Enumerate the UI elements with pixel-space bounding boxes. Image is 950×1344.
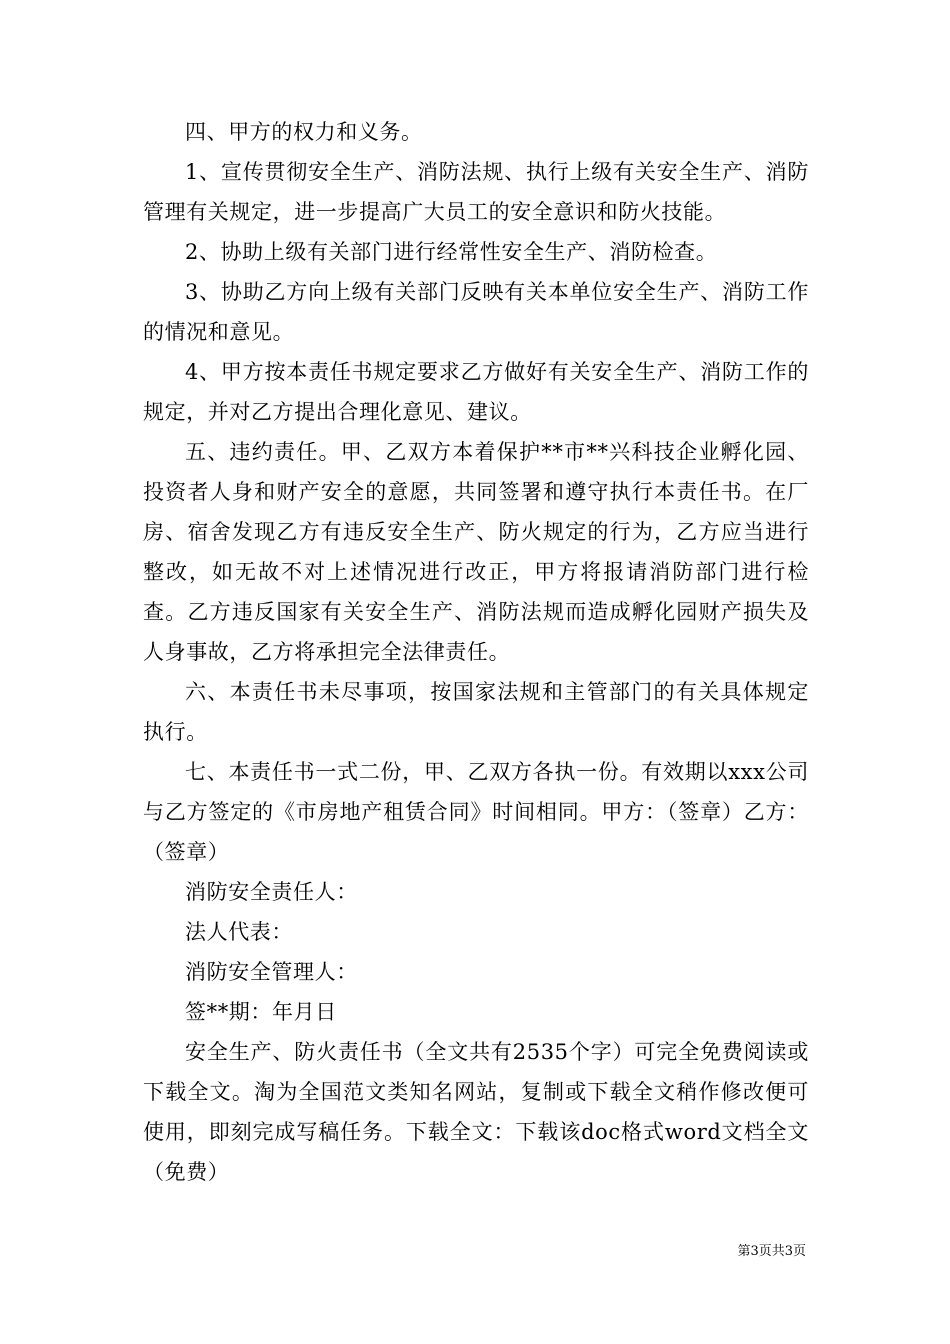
section-five-breach: 五、违约责任。甲、乙双方本着保护**市**兴科技企业孵化园、投资者人身和财产安全的意愿，共同签署和遵守执行本责任书。在厂房、宿舍发现乙方有违反安全生产、防火规定的行为，乙方应当进行整改，如无故不对上述情况进行改正，甲方将报请消防部门进行检查。乙方违反国家有关安全生产、消防法规而造成孵化园财产损失及人身事故，乙方将承担完全法律责任。 [143,440,809,664]
document-body [143,112,809,1192]
section-six-misc: 六、本责任书未尽事项，按国家法规和主管部门的有关具体规定执行。 [143,680,809,744]
page-number: 第3页共3页 [737,1244,806,1259]
clause-1: 1、宣传贯彻安全生产、消防法规、执行上级有关安全生产、消防管理有关规定，进一步提高广大员工的安全意识和防火技能。 [143,160,809,224]
clause-3: 3、协助乙方向上级有关部门反映有关本单位安全生产、消防工作的情况和意见。 [143,280,809,344]
signature-fire-safety-responsible: 消防安全责任人： [185,880,358,904]
signature-legal-representative: 法人代表： [185,920,293,944]
signature-fire-safety-manager: 消防安全管理人： [185,960,358,984]
closing-note: 安全生产、防火责任书（全文共有2535个字）可完全免费阅读或下载全文。淘为全国范文类知名网站，复制或下载全文稍作修改便可使用，即刻完成写稿任务。下载全文：下载该doc格式word文档全文（免费） [143,1040,809,1184]
section-seven-copies: 七、本责任书一式二份，甲、乙双方各执一份。有效期以xxx公司与乙方签定的《市房地产租赁合同》时间相同。甲方：（签章）乙方：（签章） [143,760,809,864]
signature-date: 签**期：年月日 [185,1000,337,1024]
section-four-heading: 四、甲方的权力和义务。 [185,120,423,144]
clause-4: 4、甲方按本责任书规定要求乙方做好有关安全生产、消防工作的规定，并对乙方提出合理化意见、建议。 [143,360,809,424]
clause-2: 2、协助上级有关部门进行经常性安全生产、消防检查。 [185,240,718,264]
